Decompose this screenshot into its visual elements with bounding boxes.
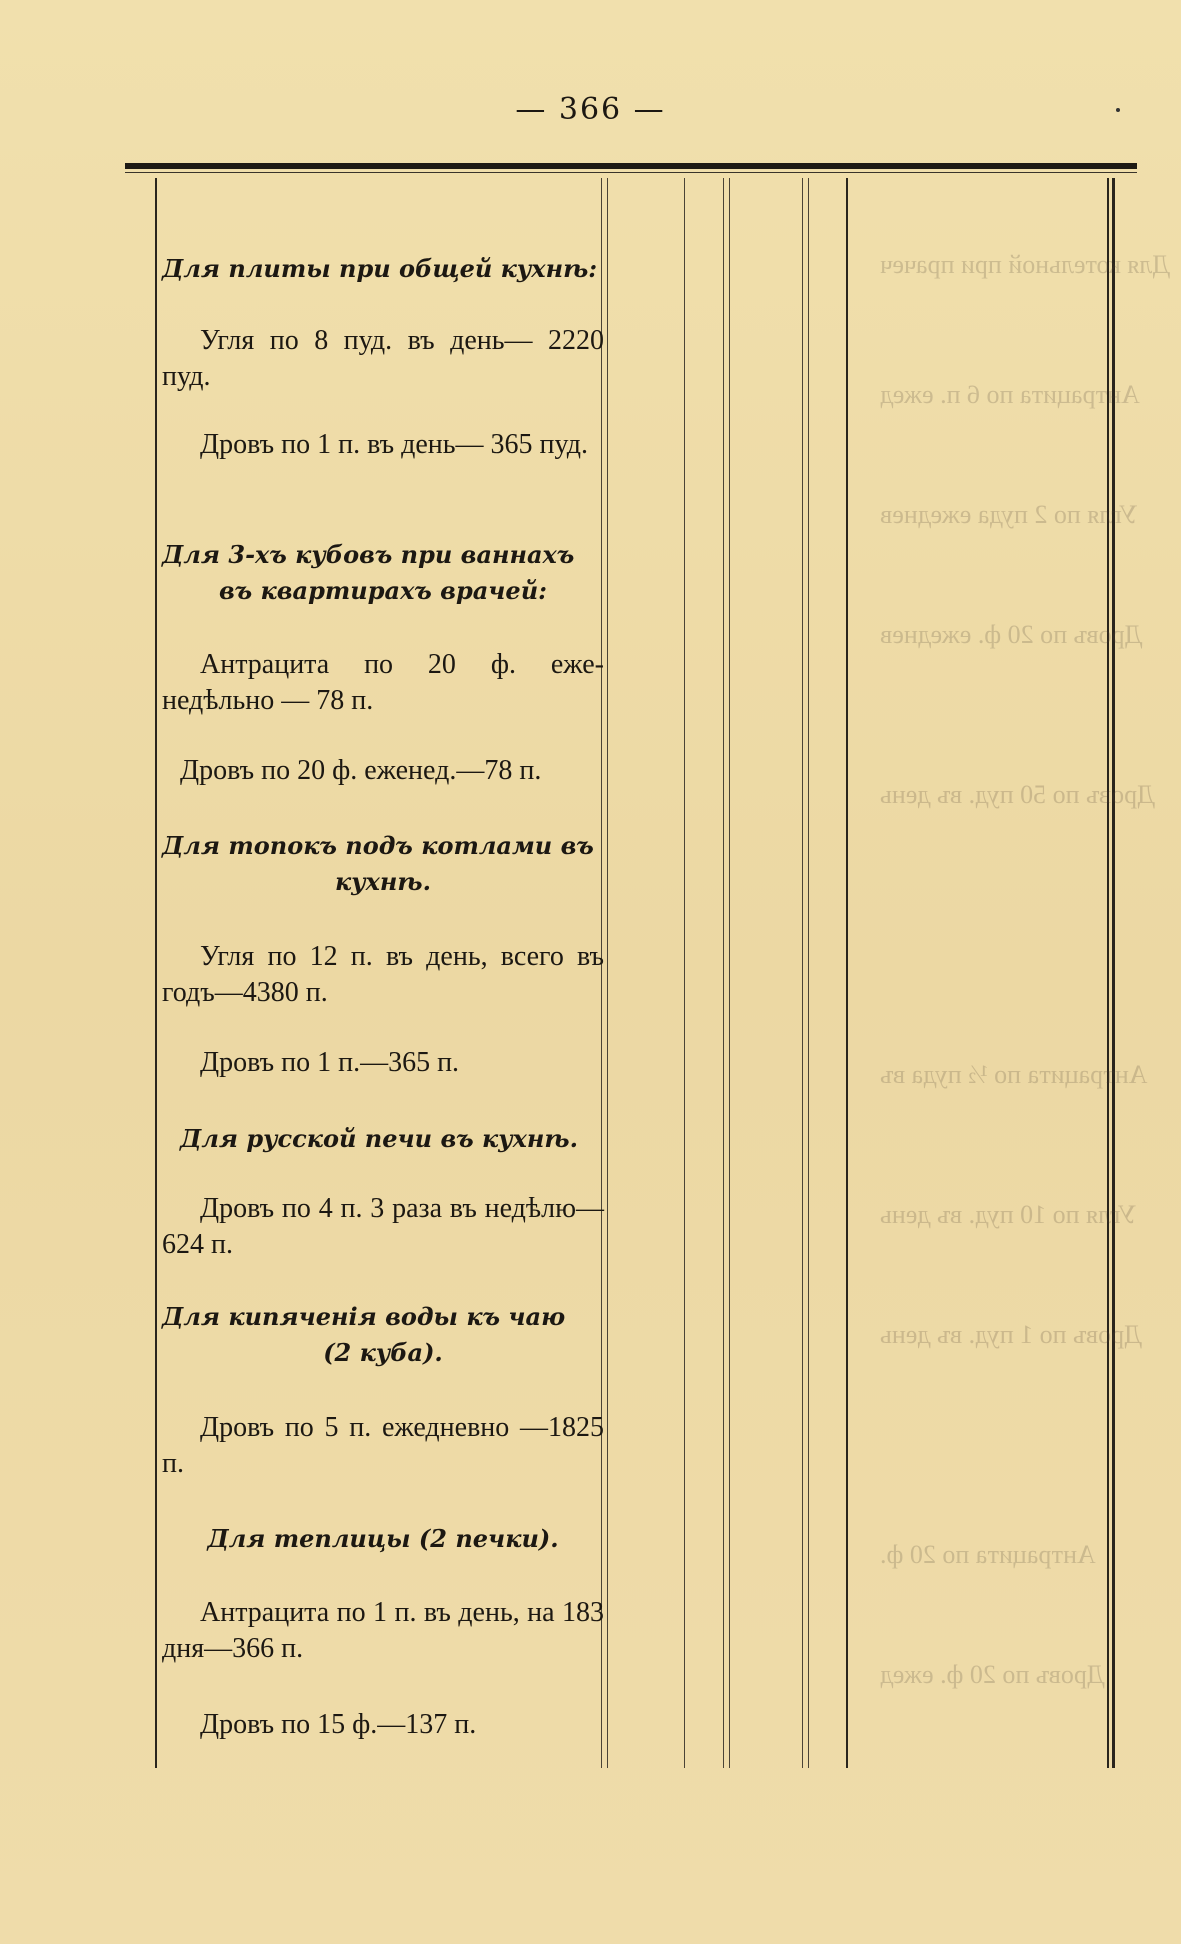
show-through-text: Дровъ по 50 пуд. въ день	[880, 780, 1155, 809]
column-line-2	[607, 178, 608, 1768]
column-line-8	[846, 178, 848, 1768]
heading-line: Для плиты при общей кухнѣ:	[162, 254, 598, 283]
column-line-right	[1107, 178, 1109, 1768]
header-rule-thin	[125, 172, 1137, 173]
heading-line: Для 3-хъ кубовъ при ваннахъ	[162, 540, 575, 569]
heading-line: кухнѣ.	[335, 867, 431, 896]
heading-greenhouse	[162, 1521, 604, 1557]
show-through-text: Антрацита по 6 п. ежед	[880, 380, 1140, 409]
entry-wood-oven: Дровъ по 4 п. 3 раза въ недѣлю—624 п.	[162, 1193, 604, 1260]
entry-wood-fireboxes: Дровъ по 1 п.—365 п.	[200, 1047, 460, 1078]
column-line-right-outer	[1112, 178, 1115, 1768]
column-line-4	[723, 178, 724, 1768]
entry-coal-fireboxes: Угля по 12 п. въ день, всего въ годъ—4380 п.	[162, 941, 604, 1008]
heading-line: Для теплицы (2 печки).	[207, 1524, 559, 1553]
column-line-3	[684, 178, 685, 1768]
heading-line: Для кипяченія воды къ чаю	[162, 1302, 566, 1331]
show-through-text: Угля по 10 пуд. въ день	[880, 1200, 1137, 1229]
page-number: — 366 —	[515, 92, 666, 127]
heading-line: (2 куба).	[323, 1338, 443, 1367]
print-speck	[1116, 108, 1120, 112]
heading-kitchen-stove	[162, 251, 604, 287]
heading-line: Для топокъ подъ котлами въ	[162, 831, 594, 860]
entry-wood-kitchen: Дровъ по 1 п. въ день— 365 пуд.	[200, 429, 588, 460]
heading-line: Для русской печи въ кухнѣ.	[180, 1124, 578, 1153]
entry-anthracite-baths: Антрацита по 20 ф. еже- недѣльно — 78 п.	[162, 649, 604, 716]
header-rule-thick	[125, 163, 1137, 169]
entry-wood-tea: Дровъ по 5 п. ежедневно —1825 п.	[162, 1412, 604, 1479]
entry-anthracite-greenhouse: Антрацита по 1 п. въ день, на 183 дня—366 п.	[162, 1597, 604, 1664]
column-line-7	[808, 178, 809, 1768]
show-through-text: Антрацита по ½ пуда въ	[880, 1060, 1148, 1089]
show-through-text: Дровъ по 20 ф. ежеднев	[880, 620, 1143, 649]
show-through-text: Для котельной при прачеч	[880, 250, 1170, 279]
heading-boilers-baths	[162, 537, 604, 609]
column-line-5	[729, 178, 730, 1768]
heading-line: въ квартирахъ врачей:	[218, 576, 548, 605]
text-column	[162, 175, 604, 1775]
heading-boiler-fireboxes	[162, 828, 604, 900]
show-through-text: Антрацита по 20 ф.	[880, 1540, 1096, 1569]
entry-wood-greenhouse: Дровъ по 15 ф.—137 п.	[200, 1709, 477, 1740]
column-line-left	[155, 178, 157, 1768]
column-line-6	[802, 178, 803, 1768]
show-through-text: Дровъ по 1 пуд. въ день	[880, 1320, 1142, 1349]
heading-russian-oven	[162, 1121, 604, 1157]
show-through-text: Угля по 2 пуда ежеднев	[880, 500, 1138, 529]
heading-tea-water	[162, 1299, 604, 1371]
show-through-text: Дровъ по 20 ф. ежед	[880, 1660, 1105, 1689]
entry-coal-kitchen: Угля по 8 пуд. въ день— 2220 пуд.	[162, 325, 604, 392]
entry-wood-baths: Дровъ по 20 ф. еженед.—78 п.	[180, 755, 542, 786]
